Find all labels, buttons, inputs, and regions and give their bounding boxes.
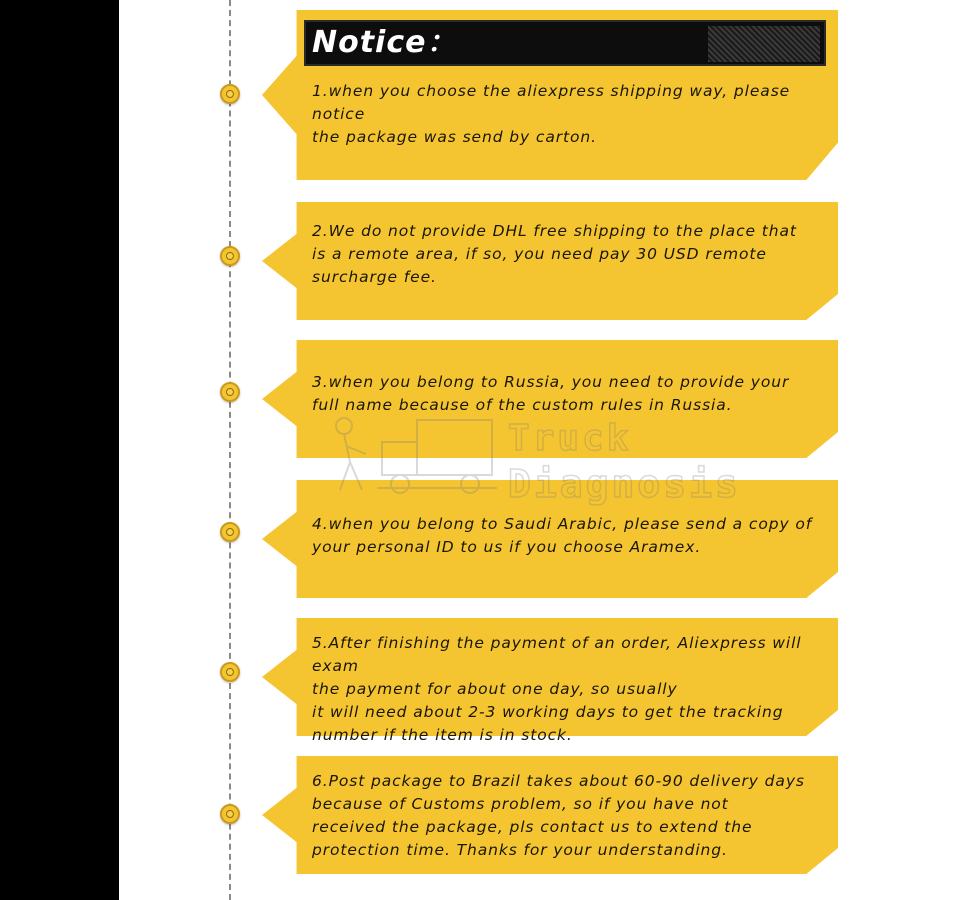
left-black-bar xyxy=(0,0,119,900)
notice-item-text: 4.when you belong to Saudi Arabic, please send a copy of your personal ID to us if you choose Aramex. xyxy=(312,515,813,556)
notice-item-text: 5.After finishing the payment of an order, Aliexpress will exam the payment for about one day, so usually it will need about 2-3 working days to get the tracking number if the item is in stock. xyxy=(312,634,802,744)
timeline-dot-icon xyxy=(220,662,240,682)
notice-item-text: 1.when you choose the aliexpress shipping way, please notice the package was send by carton. xyxy=(312,82,791,146)
notice-title: Notice： xyxy=(312,25,458,60)
timeline-dot-icon xyxy=(220,246,240,266)
notice-item-text: 2.We do not provide DHL free shipping to the place that is a remote area, if so, you need pay 30 USD remote surcharge fee. xyxy=(312,222,797,286)
timeline-dot-icon xyxy=(220,522,240,542)
timeline-dot-icon xyxy=(220,804,240,824)
timeline-dot-icon xyxy=(220,382,240,402)
timeline-dashed-line xyxy=(229,0,231,900)
notice-item-text: 3.when you belong to Russia, you need to provide your full name because of the custom rules in Russia. xyxy=(312,373,790,414)
timeline-dot-icon xyxy=(220,84,240,104)
notice-item-text: 6.Post package to Brazil takes about 60-90 delivery days because of Customs problem, so if you have not received the package, pls contact us to extend the protection time. Thanks for your understanding. xyxy=(312,772,805,859)
title-hatch-decoration xyxy=(708,26,820,62)
